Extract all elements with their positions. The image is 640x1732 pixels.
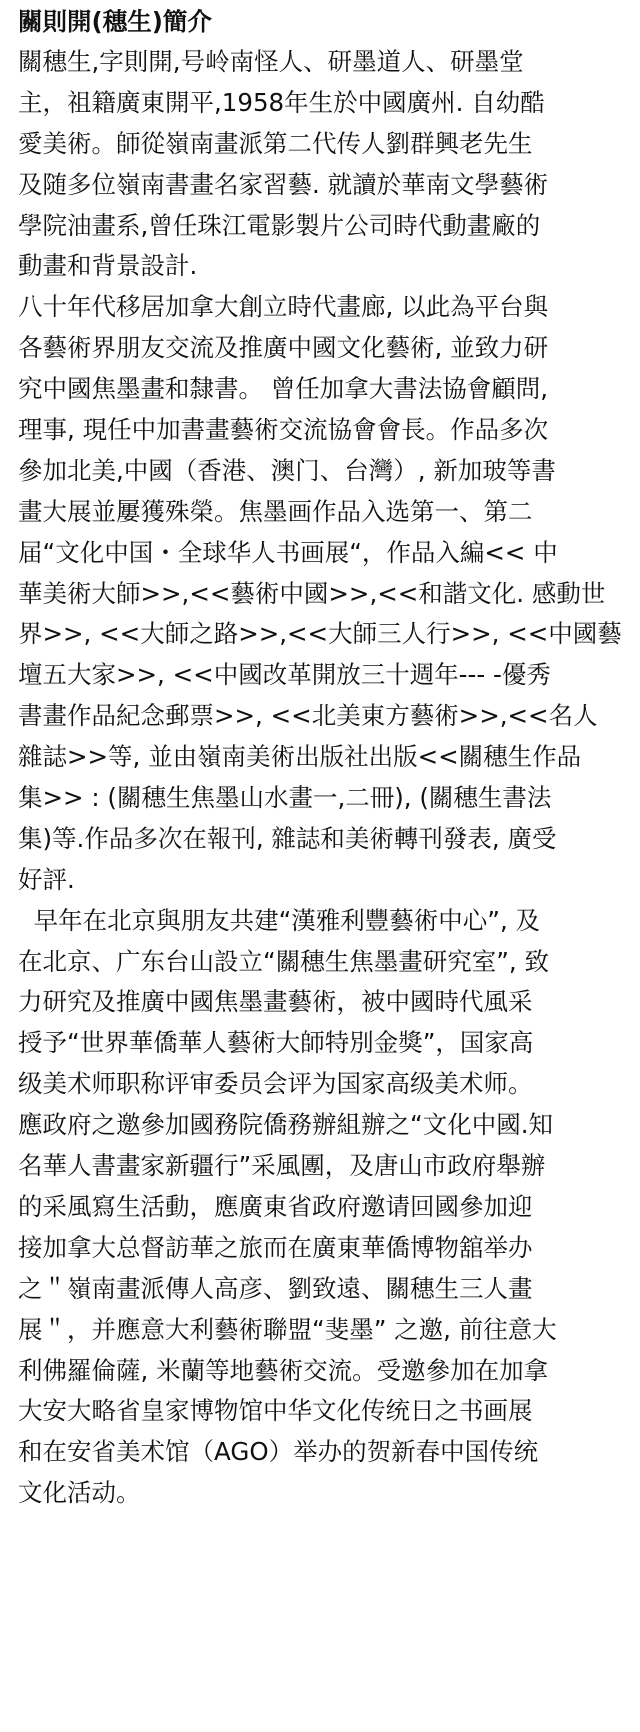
text-line: 好評. (18, 864, 75, 894)
text-line: 各藝術界朋友交流及推廣中國文化藝術, 並致力研 (18, 333, 549, 363)
text-line: 集>> : (關穗生焦墨山水畫一,二冊), (關穗生書法 (18, 783, 552, 813)
text-line: 應政府之邀參加國務院僑務辦組辦之“文化中國.知 (18, 1110, 553, 1140)
text-line: 的采風寫生活動，應廣東省政府邀请回國參加迎 (18, 1191, 533, 1221)
paragraph-intro (18, 42, 626, 287)
text-line: 级美术师职称评审委员会评为国家高级美术师。 (18, 1069, 533, 1099)
text-line: 名華人書畫家新疆行”采風團，及唐山市政府舉辦 (18, 1151, 546, 1181)
text-line: 關穗生,字則開,号岭南怪人、研墨道人、研墨堂 (18, 47, 524, 76)
text-line: 究中國焦墨畫和隸書。 曾任加拿大書法協會顧問, (18, 374, 549, 404)
text-line: 早年在北京與朋友共建“漢雅利豐藝術中心”, 及 (18, 905, 541, 935)
text-line: 壇五大家>>, <<中國改革開放三十週年--- -優秀 (18, 660, 551, 690)
text-line: 界>>, <<大師之路>>,<<大師三人行>>, <<中國藝 (18, 619, 622, 649)
text-line: 理事, 現任中加書畫藝術交流協會會長。作品多次 (18, 415, 549, 445)
text-line: 學院油畫系,曾任珠江電影製片公司時代動畫廠的 (18, 210, 541, 240)
text-line: 及随多位嶺南書畫名家習藝. 就讀於華南文學藝術 (18, 169, 549, 199)
text-line: 集)等.作品多次在報刊, 雜誌和美術轉刊發表, 廣受 (18, 823, 557, 853)
paragraph-career (18, 287, 626, 900)
text-line: 主，祖籍廣東開平,1958年生於中國廣州. 自幼酷 (18, 87, 545, 117)
text-line: 展＂，并應意大利藝術聯盟“斐墨” 之邀, 前往意大 (18, 1314, 557, 1344)
text-line: 畫大展並屢獲殊榮。焦墨画作品入选第一、第二 (18, 496, 533, 526)
text-line: 文化活动。 (18, 1478, 141, 1508)
text-line: 動畫和背景設計. (18, 251, 198, 281)
text-line: 愛美術。師從嶺南畫派第二代传人劉群興老先生 (18, 128, 533, 158)
text-line: 授予“世界華僑華人藝術大師特別金獎”，国家高 (18, 1028, 534, 1058)
text-line: 八十年代移居加拿大創立時代畫廊, 以此為平台與 (18, 292, 549, 322)
text-line: 之＂嶺南畫派傳人高彦、劉致遠、關穗生三人畫 (18, 1273, 533, 1303)
text-line: 參加北美,中國（香港、澳门、台灣）, 新加玻等書 (18, 455, 556, 485)
text-line: 接加拿大总督訪華之旅而在廣東華僑博物舘举办 (18, 1232, 533, 1262)
text-line: 華美術大師>>,<<藝術中國>>,<<和諧文化. 感動世 (18, 578, 606, 608)
text-line: 在北京、广东台山設立“關穗生焦墨畫研究室”, 致 (18, 946, 549, 976)
text-line: 書畫作品紀念郵票>>, <<北美東方藝術>>,<<名人 (18, 701, 598, 731)
text-line: 届“文化中国・全球华人书画展“，作品入編<< 中 (18, 537, 558, 567)
text-line: 力研究及推廣中國焦墨畫藝術，被中國時代風采 (18, 987, 533, 1017)
text-line: 雜誌>>等, 並由嶺南美術出版社出版<<關穗生作品 (18, 742, 582, 772)
document-title: 關則開(穗生)簡介 (18, 7, 212, 36)
paragraph-activities (18, 901, 626, 1514)
text-line: 大安大略省皇家博物馆中华文化传统日之书画展 (18, 1396, 533, 1426)
text-line: 利佛羅倫薩, 米蘭等地藝術交流。受邀參加在加拿 (18, 1355, 549, 1385)
text-line: 和在安省美术馆（AGO）举办的贺新春中国传统 (18, 1437, 539, 1467)
